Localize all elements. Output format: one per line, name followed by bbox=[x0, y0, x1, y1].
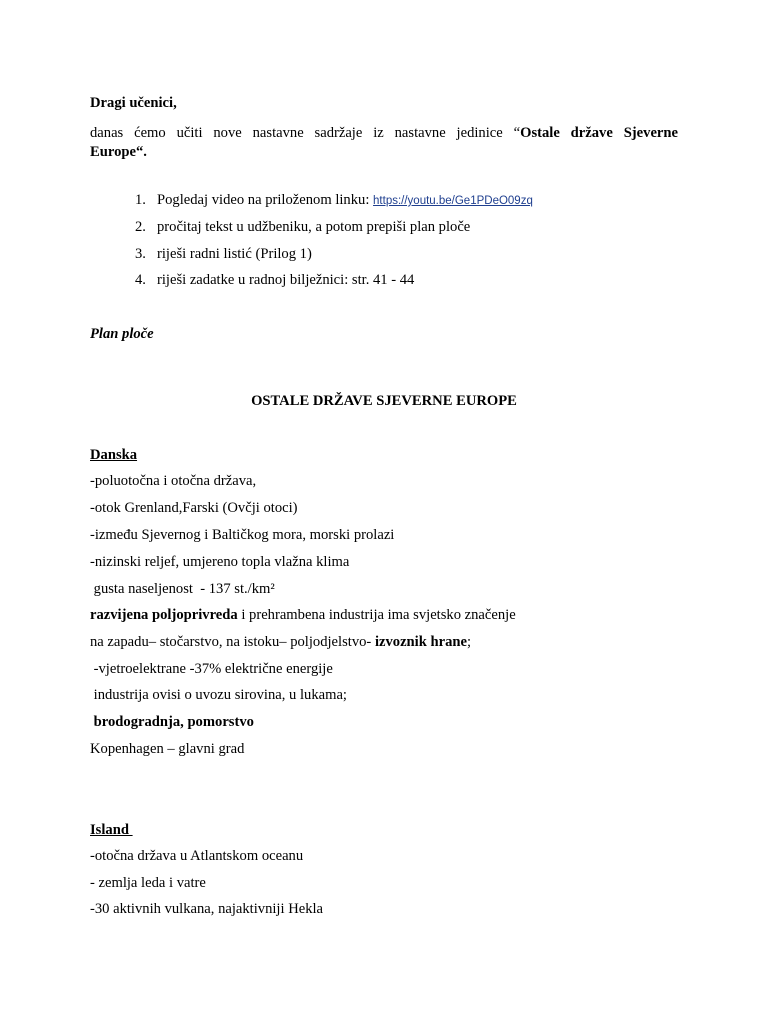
task-number: 3. bbox=[135, 246, 146, 262]
island-line: - zemlja leda i vatre bbox=[90, 875, 206, 891]
danska-line: -između Sjevernog i Baltičkog mora, morski prolazi bbox=[90, 527, 395, 543]
task-number: 1. bbox=[135, 192, 146, 208]
unit-title-part1: Ostale države Sjeverne bbox=[520, 125, 678, 141]
task-number: 4. bbox=[135, 272, 146, 288]
danska-line: brodogradnja, pomorstvo bbox=[90, 714, 254, 730]
line-text: na zapadu– stočarstvo, na istoku– poljodjelstvo- bbox=[90, 634, 375, 650]
task-item-1 bbox=[135, 191, 533, 210]
danska-line: -otok Grenland,Farski (Ovčji otoci) bbox=[90, 500, 298, 516]
plan-label: Plan ploče bbox=[90, 326, 154, 342]
intro-line-1 bbox=[90, 124, 678, 142]
danska-line: -vjetroelektrane -37% električne energije bbox=[90, 661, 333, 677]
island-line: -30 aktivnih vulkana, najaktivniji Hekla bbox=[90, 901, 324, 917]
island-line: -otočna država u Atlantskom oceanu bbox=[90, 848, 304, 864]
task-text: riješi radni listić (Prilog 1) bbox=[157, 246, 312, 262]
task-text: pročitaj tekst u udžbeniku, a potom prepiši plan ploče bbox=[157, 219, 471, 235]
video-link[interactable]: https://youtu.be/Ge1PDeO09zq bbox=[373, 195, 533, 207]
danska-line: industrija ovisi o uvozu sirovina, u lukama; bbox=[90, 687, 347, 703]
intro-text: danas ćemo učiti nove nastavne sadržaje iz nastavne jedinice “ bbox=[90, 125, 521, 141]
document-page bbox=[90, 0, 678, 1024]
main-title: OSTALE DRŽAVE SJEVERNE EUROPE bbox=[251, 393, 517, 409]
line-text: ; bbox=[466, 634, 472, 650]
unit-title-part2: Europe“. bbox=[90, 144, 147, 160]
task-item-4 bbox=[135, 271, 414, 289]
task-text: Pogledaj video na priloženom linku: bbox=[157, 192, 374, 208]
bold-phrase: razvijena poljoprivreda bbox=[90, 607, 238, 623]
task-text: riješi zadatke u radnoj bilježnici: str. 41 - 44 bbox=[157, 272, 415, 288]
danska-line: Kopenhagen – glavni grad bbox=[90, 741, 245, 757]
task-item-3 bbox=[135, 245, 312, 263]
section-heading-danska: Danska bbox=[90, 447, 138, 463]
danska-line: -nizinski reljef, umjereno topla vlažna klima bbox=[90, 554, 350, 570]
danska-line bbox=[90, 606, 516, 624]
danska-line: -poluotočna i otočna država, bbox=[90, 473, 257, 489]
section-heading-island: Island bbox=[90, 822, 133, 838]
danska-line bbox=[90, 633, 471, 651]
danska-line: gusta naseljenost - 137 st./km² bbox=[90, 581, 275, 597]
task-item-2 bbox=[135, 218, 470, 236]
greeting: Dragi učenici, bbox=[90, 95, 177, 111]
task-number: 2. bbox=[135, 219, 146, 235]
bold-phrase: izvoznik hrane bbox=[374, 634, 467, 650]
line-text: i prehrambena industrija ima svjetsko značenje bbox=[237, 607, 516, 623]
